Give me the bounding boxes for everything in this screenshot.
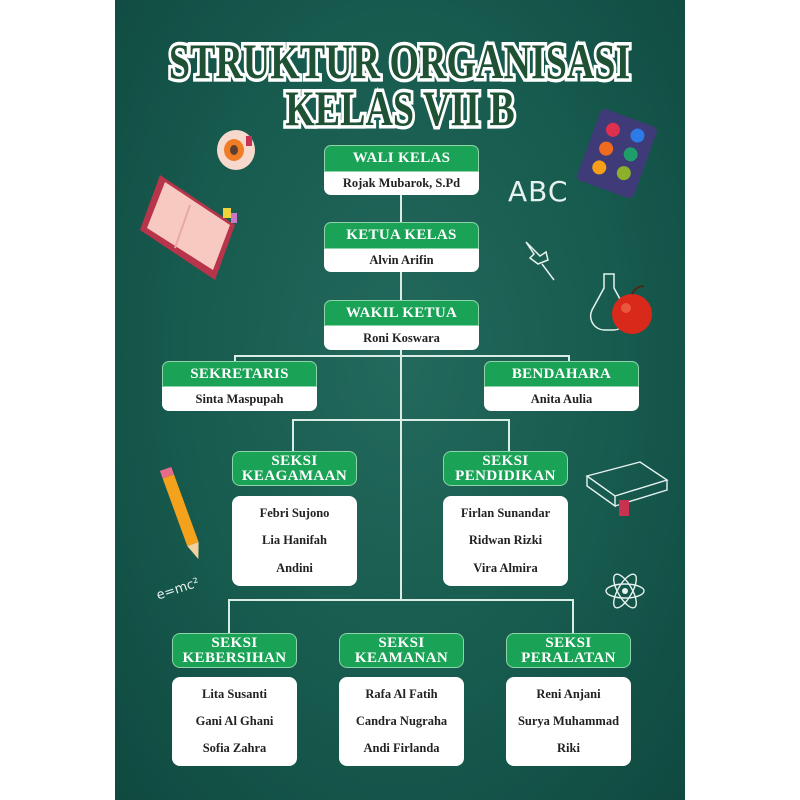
books-icon — [585, 458, 670, 520]
member-name: Gani Al Ghani — [195, 714, 274, 728]
title-line-2: KELAS VII B — [285, 80, 515, 136]
officer-name: Roni Koswara — [324, 326, 479, 350]
section-label: SEKSI — [211, 634, 258, 651]
section-header-pendidikan — [443, 451, 568, 486]
section-members-kebersihan — [172, 677, 297, 766]
section-members-keagamaan — [232, 496, 357, 586]
title-line-1: STRUKTUR ORGANISASI — [169, 33, 631, 89]
section-header-keagamaan — [232, 451, 357, 486]
role-label: KETUA KELAS — [324, 222, 479, 249]
member-name: Candra Nugraha — [355, 714, 448, 728]
pencil-icon — [160, 462, 205, 567]
member-name: Sofia Zahra — [202, 741, 267, 755]
officer-wakil-ketua — [324, 300, 479, 350]
section-label: PERALATAN — [521, 649, 616, 666]
member-name: Rafa Al Fatih — [365, 687, 438, 701]
role-label: BENDAHARA — [484, 361, 639, 387]
officer-ketua-kelas — [324, 222, 479, 272]
section-label: KEBERSIHAN — [182, 649, 287, 666]
member-name: Firlan Sunandar — [460, 506, 551, 521]
officer-name: Alvin Arifin — [324, 249, 479, 272]
officer-name: Sinta Maspupah — [162, 387, 317, 411]
connector-line — [234, 355, 570, 357]
flask-and-apple-icon — [588, 266, 660, 338]
atom-icon — [604, 570, 646, 612]
section-label: SEKSI — [378, 634, 425, 651]
role-label: WALI KELAS — [324, 145, 479, 172]
member-name: Ridwan Rizki — [468, 533, 543, 548]
section-label: KEAGAMAAN — [241, 467, 348, 484]
formula-doodle: e=mc² — [154, 575, 202, 604]
section-label: SEKSI — [271, 452, 318, 469]
officer-sekretaris — [162, 361, 317, 411]
section-label: KEAMANAN — [354, 649, 449, 666]
member-name: Reni Anjani — [536, 687, 601, 701]
abc-doodle: ABC — [508, 175, 569, 208]
section-members-peralatan — [506, 677, 631, 766]
role-label: WAKIL KETUA — [324, 300, 479, 326]
officer-wali-kelas — [324, 145, 479, 195]
paint-palette-icon — [572, 108, 664, 200]
tape-roll-icon — [214, 128, 258, 172]
connector-line — [228, 599, 230, 633]
notebook-icon — [135, 170, 250, 285]
connector-line — [292, 419, 294, 451]
connector-line — [292, 419, 510, 421]
member-name: Riki — [557, 741, 580, 755]
connector-line — [572, 599, 574, 633]
section-header-keamanan — [339, 633, 464, 668]
member-name: Surya Muhammad — [517, 714, 620, 728]
officer-name: Rojak Mubarok, S.Pd — [324, 172, 479, 195]
member-name: Andini — [276, 560, 313, 575]
officer-bendahara — [484, 361, 639, 411]
member-name: Andi Firlanda — [363, 741, 440, 755]
connector-line — [228, 599, 574, 601]
section-label: SEKSI — [545, 634, 592, 651]
connector-line — [508, 419, 510, 451]
section-label: SEKSI — [482, 452, 529, 469]
section-members-keamanan — [339, 677, 464, 766]
role-label: SEKRETARIS — [162, 361, 317, 387]
pushpin-icon — [518, 238, 558, 283]
officer-name: Anita Aulia — [484, 387, 639, 411]
section-label: PENDIDIKAN — [455, 467, 556, 484]
member-name: Lia Hanifah — [262, 533, 327, 548]
section-header-kebersihan — [172, 633, 297, 668]
member-name: Febri Sujono — [259, 506, 330, 521]
member-name: Lita Susanti — [202, 687, 267, 701]
member-name: Vira Almira — [473, 560, 538, 575]
section-members-pendidikan — [443, 496, 568, 586]
section-header-peralatan — [506, 633, 631, 668]
